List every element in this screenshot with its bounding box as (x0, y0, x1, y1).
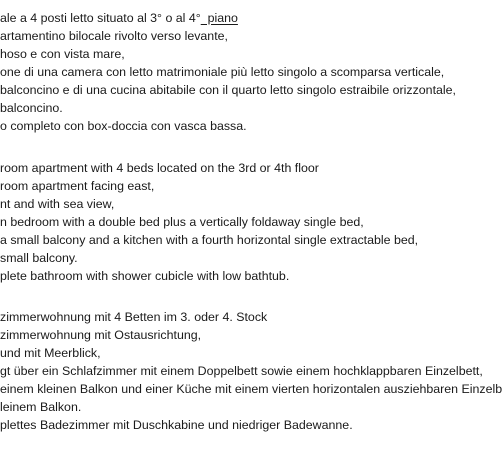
italian-line-1-underlined: piano (200, 11, 238, 25)
english-line-4: n bedroom with a double bed plus a vertically foldaway single bed, (0, 215, 364, 229)
english-line-7: plete bathroom with shower cubicle with low bathtub. (0, 269, 290, 283)
italian-line-4: one di una camera con letto matrimoniale più letto singolo a scomparsa verticale, (0, 65, 445, 79)
german-line-4: gt über ein Schlafzimmer mit einem Doppelbett sowie einem hochklappbaren Einzelbett, (0, 364, 483, 378)
english-line-1: room apartment with 4 beds located on the 3rd or 4th floor (0, 161, 319, 175)
english-line-6: small balcony. (0, 251, 78, 265)
italian-line-7: o completo con box-doccia con vasca bassa. (0, 119, 247, 133)
italian-line-2: artamentino bilocale rivolto verso levante, (0, 29, 228, 43)
italian-line-6: balconcino. (0, 101, 63, 115)
italian-line-3: hoso e con vista mare, (0, 47, 125, 61)
german-line-3: und mit Meerblick, (0, 346, 101, 360)
italian-line-1 (0, 10, 238, 26)
german-line-5: einem kleinen Balkon und einer Küche mit einem vierten horizontalen ausziehbaren Einzelb (0, 382, 502, 396)
english-line-3: nt and with sea view, (0, 197, 115, 211)
german-line-6: leinem Balkon. (0, 400, 82, 414)
english-line-5: a small balcony and a kitchen with a fourth horizontal single extractable bed, (0, 233, 419, 247)
german-line-1: zimmerwohnung mit 4 Betten im 3. oder 4. Stock (0, 310, 268, 324)
italian-line-5: balconcino e di una cucina abitabile con il quarto letto singolo estraibile orizzontale, (0, 83, 456, 97)
german-line-7: plettes Badezimmer mit Duschkabine und niedriger Badewanne. (0, 418, 353, 432)
english-line-2: room apartment facing east, (0, 179, 155, 193)
italian-line-1-text: ale a 4 posti letto situato al 3° o al 4° (0, 11, 201, 25)
german-line-2: zimmerwohnung mit Ostausrichtung, (0, 328, 202, 342)
